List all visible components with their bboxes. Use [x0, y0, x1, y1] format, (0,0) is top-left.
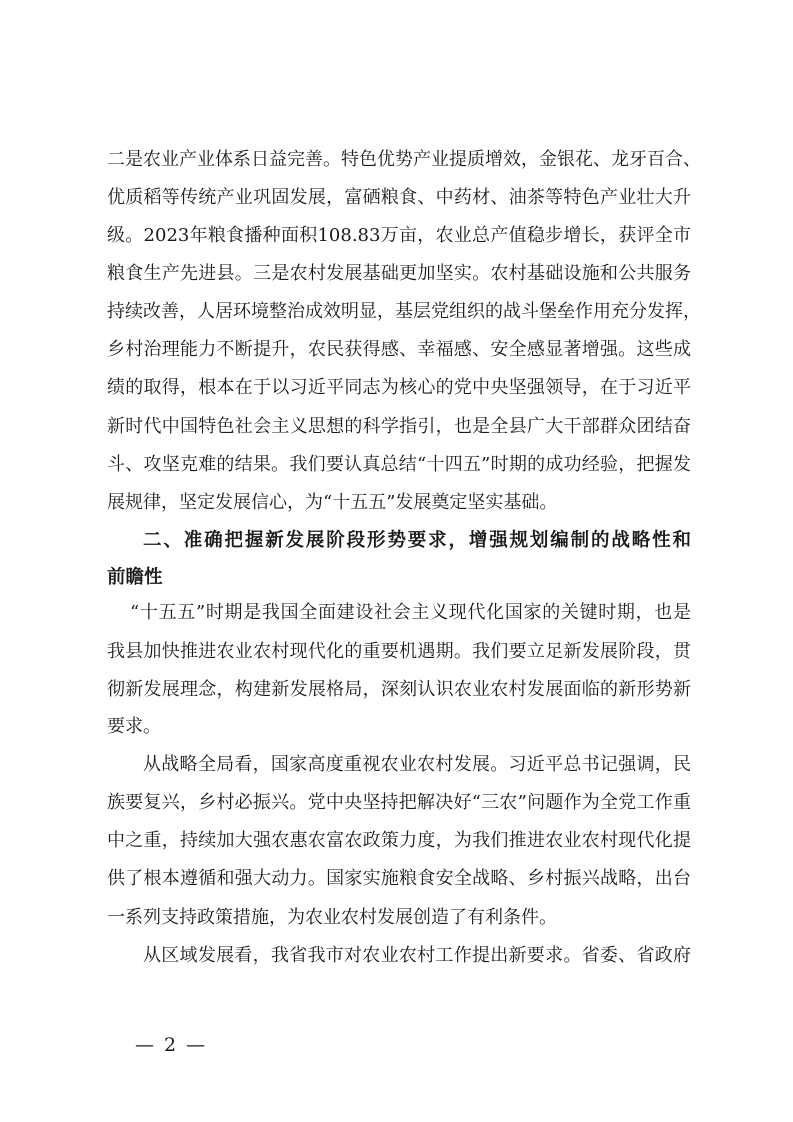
- text-line: 斗、攻坚克难的结果。我们要认真总结“十四五”时期的成功经验，把握发: [107, 454, 691, 475]
- text-line: 从战略全局看，国家高度重视农业农村发展。习近平总书记强调，民: [143, 754, 691, 775]
- text-line: 二是农业产业体系日益完善。特色优势产业提质增效，金银花、龙牙百合、: [107, 149, 701, 170]
- text-line: 乡村治理能力不断提升，农民获得感、幸福感、安全感显著增强。这些成: [107, 339, 691, 360]
- text-line: 粮食生产先进县。三是农村发展基础更加坚实。农村基础设施和公共服务: [107, 263, 691, 284]
- text-line: 我县加快推进农业农村现代化的重要机遇期。我们要立足新发展阶段，贯: [107, 641, 691, 662]
- text-line: 族要复兴，乡村必振兴。党中央坚持把解决好“三农”问题作为全党工作重: [107, 792, 691, 813]
- text-line: 供了根本遵循和强大动力。国家实施粮食安全战略、乡村振兴战略，出台: [107, 868, 691, 889]
- text-line: 要求。: [107, 716, 161, 737]
- text-line: 中之重，持续加大强农惠农富农政策力度，为我们推进农业农村现代化提: [107, 830, 691, 851]
- text-line: 新时代中国特色社会主义思想的科学指引，也是全县广大干部群众团结奋: [107, 416, 691, 437]
- section-heading: 二、准确把握新发展阶段形势要求，增强规划编制的战略性和: [143, 530, 691, 551]
- page-number: — 2 —: [135, 1034, 208, 1056]
- text-line: 彻新发展理念，构建新发展格局，深刻认识农业农村发展面临的新形势新: [107, 679, 691, 700]
- text-line: 从区域发展看，我省我市对农业农村工作提出新要求。省委、省政府: [143, 945, 691, 966]
- text-line: “十五五”时期是我国全面建设社会主义现代化国家的关键时期，也是: [130, 602, 691, 623]
- text-line: 展规律，坚定发展信心，为“十五五”发展奠定坚实基础。: [107, 492, 558, 513]
- text-line: 一系列支持政策措施，为农业农村发展创造了有利条件。: [107, 907, 557, 928]
- section-heading-cont: 前瞻性: [107, 567, 163, 588]
- text-line: 持续改善，人居环境整治成效明显，基层党组织的战斗堡垒作用充分发挥，: [107, 301, 701, 322]
- text-line: 绩的取得，根本在于以习近平同志为核心的党中央坚强领导，在于习近平: [107, 377, 691, 398]
- text-line: 优质稻等传统产业巩固发展，富硒粮食、中药材、油茶等特色产业壮大升: [107, 187, 691, 208]
- text-line: 级。2023年粮食播种面积108.83万亩，农业总产值稳步增长，获评全市: [107, 225, 691, 246]
